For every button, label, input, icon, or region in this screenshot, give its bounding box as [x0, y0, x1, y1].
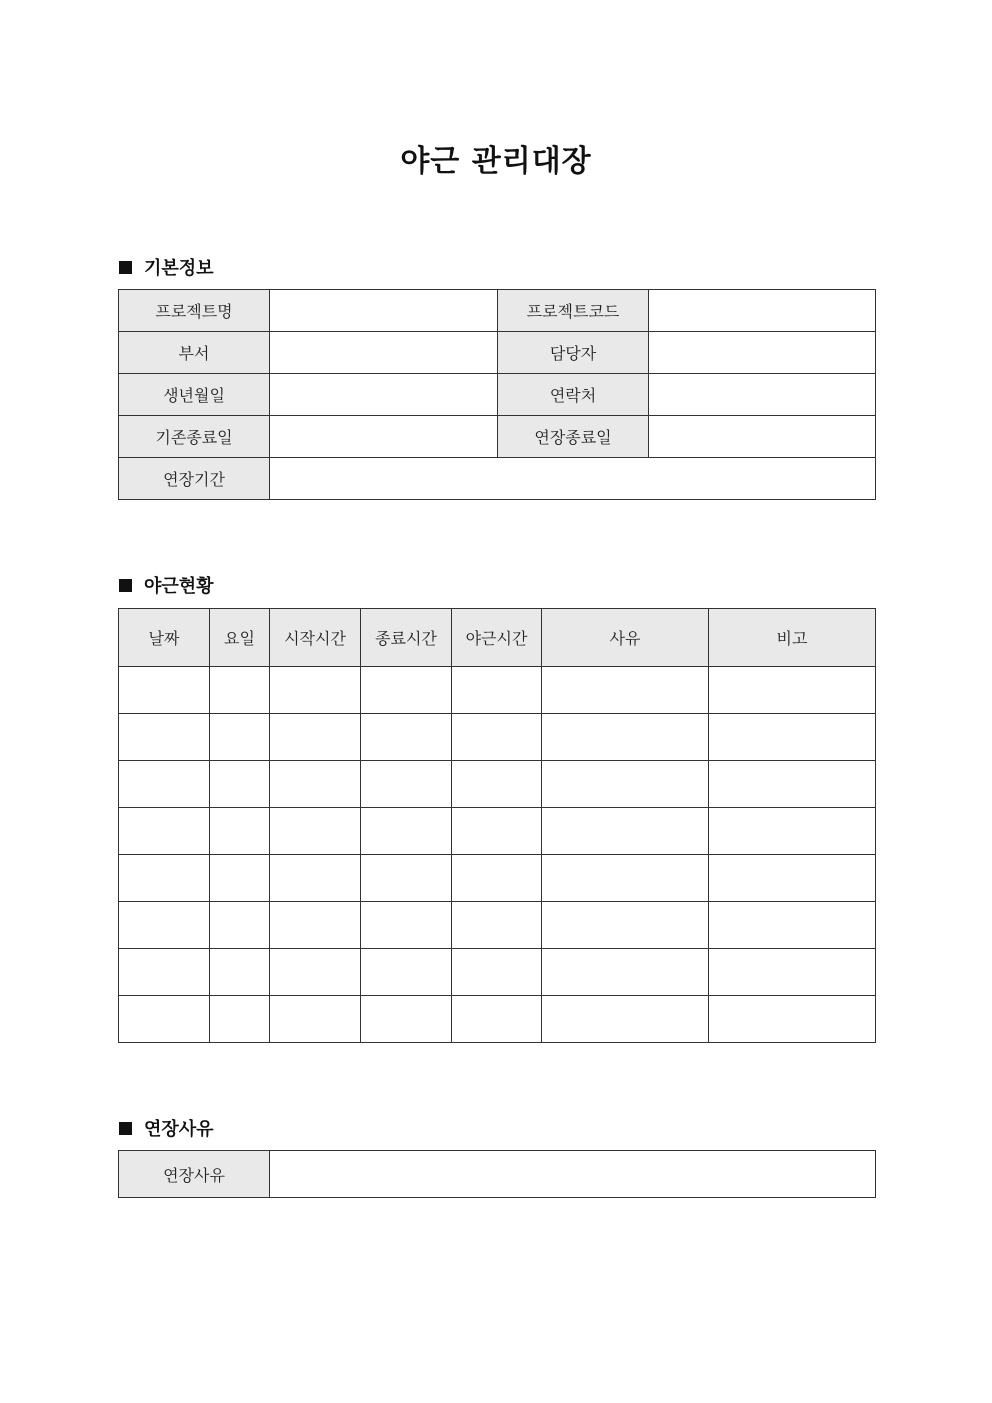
section-basic-heading	[119, 254, 214, 280]
table-cell[interactable]	[452, 996, 542, 1043]
table-cell[interactable]	[119, 949, 210, 996]
table-row	[119, 761, 876, 808]
table-cell[interactable]	[452, 714, 542, 761]
manager-label: 담당자	[498, 332, 649, 374]
table-cell[interactable]	[270, 996, 361, 1043]
extension-reason-field[interactable]	[270, 1151, 876, 1198]
table-cell[interactable]	[542, 996, 709, 1043]
column-header: 야근시간	[452, 609, 542, 667]
section-status-label: 야근현황	[144, 576, 214, 597]
table-cell[interactable]	[119, 761, 210, 808]
table-row	[119, 902, 876, 949]
table-cell[interactable]	[361, 949, 452, 996]
birthdate-label: 생년월일	[119, 374, 270, 416]
table-cell[interactable]	[709, 855, 876, 902]
table-cell[interactable]	[709, 761, 876, 808]
table-cell[interactable]	[210, 714, 270, 761]
project-name-field[interactable]	[270, 290, 498, 332]
table-cell[interactable]	[210, 855, 270, 902]
table-cell[interactable]	[542, 808, 709, 855]
table-cell[interactable]	[709, 714, 876, 761]
table-row	[119, 667, 876, 714]
table-cell[interactable]	[119, 808, 210, 855]
table-cell[interactable]	[709, 902, 876, 949]
table-cell[interactable]	[361, 855, 452, 902]
table-cell[interactable]	[542, 949, 709, 996]
project-name-label: 프로젝트명	[119, 290, 270, 332]
table-cell[interactable]	[709, 949, 876, 996]
page-title: 야근 관리대장	[400, 144, 592, 179]
table-cell[interactable]	[542, 667, 709, 714]
section-status-heading	[119, 572, 214, 598]
table-cell[interactable]	[210, 996, 270, 1043]
table-cell[interactable]	[210, 761, 270, 808]
table-cell[interactable]	[361, 808, 452, 855]
table-cell[interactable]	[119, 855, 210, 902]
table-row	[119, 714, 876, 761]
table-cell[interactable]	[452, 902, 542, 949]
table-cell[interactable]	[542, 902, 709, 949]
department-field[interactable]	[270, 332, 498, 374]
extension-reason-label: 연장사유	[119, 1151, 270, 1198]
extension-reason-table	[118, 1150, 876, 1198]
square-bullet-icon	[119, 261, 132, 274]
section-extension-label: 연장사유	[144, 1119, 214, 1140]
ext-period-field[interactable]	[270, 458, 876, 500]
birthdate-field[interactable]	[270, 374, 498, 416]
table-cell[interactable]	[361, 761, 452, 808]
column-header: 사유	[542, 609, 709, 667]
contact-field[interactable]	[649, 374, 876, 416]
table-cell[interactable]	[709, 808, 876, 855]
ext-end-date-field[interactable]	[649, 416, 876, 458]
column-header: 종료시간	[361, 609, 452, 667]
table-row	[119, 949, 876, 996]
table-cell[interactable]	[452, 949, 542, 996]
column-header: 요일	[210, 609, 270, 667]
table-cell[interactable]	[361, 667, 452, 714]
table-cell[interactable]	[210, 667, 270, 714]
manager-field[interactable]	[649, 332, 876, 374]
table-cell[interactable]	[119, 902, 210, 949]
orig-end-date-field[interactable]	[270, 416, 498, 458]
project-code-label: 프로젝트코드	[498, 290, 649, 332]
column-header: 비고	[709, 609, 876, 667]
table-cell[interactable]	[709, 667, 876, 714]
contact-label: 연락처	[498, 374, 649, 416]
table-cell[interactable]	[270, 902, 361, 949]
table-cell[interactable]	[452, 855, 542, 902]
table-cell[interactable]	[210, 808, 270, 855]
table-cell[interactable]	[542, 761, 709, 808]
table-cell[interactable]	[270, 949, 361, 996]
table-cell[interactable]	[119, 714, 210, 761]
table-cell[interactable]	[210, 949, 270, 996]
column-header: 날짜	[119, 609, 210, 667]
table-row	[119, 808, 876, 855]
ext-end-date-label: 연장종료일	[498, 416, 649, 458]
table-row	[119, 855, 876, 902]
table-cell[interactable]	[452, 667, 542, 714]
department-label: 부서	[119, 332, 270, 374]
project-code-field[interactable]	[649, 290, 876, 332]
table-cell[interactable]	[542, 855, 709, 902]
table-cell[interactable]	[270, 714, 361, 761]
table-cell[interactable]	[709, 996, 876, 1043]
table-cell[interactable]	[210, 902, 270, 949]
orig-end-date-label: 기존종료일	[119, 416, 270, 458]
table-cell[interactable]	[119, 667, 210, 714]
table-cell[interactable]	[270, 855, 361, 902]
section-basic-label: 기본정보	[144, 258, 214, 279]
table-cell[interactable]	[361, 996, 452, 1043]
ext-period-label: 연장기간	[119, 458, 270, 500]
table-cell[interactable]	[452, 761, 542, 808]
square-bullet-icon	[119, 1122, 132, 1135]
square-bullet-icon	[119, 579, 132, 592]
table-cell[interactable]	[542, 714, 709, 761]
table-row	[119, 996, 876, 1043]
section-extension-heading	[119, 1115, 214, 1141]
basic-info-table	[118, 289, 876, 500]
table-cell[interactable]	[270, 808, 361, 855]
table-cell[interactable]	[361, 902, 452, 949]
table-header-row	[119, 609, 876, 667]
overtime-status-table	[118, 608, 876, 1043]
column-header: 시작시간	[270, 609, 361, 667]
table-cell[interactable]	[361, 714, 452, 761]
table-cell[interactable]	[119, 996, 210, 1043]
table-cell[interactable]	[452, 808, 542, 855]
table-cell[interactable]	[270, 667, 361, 714]
table-cell[interactable]	[270, 761, 361, 808]
